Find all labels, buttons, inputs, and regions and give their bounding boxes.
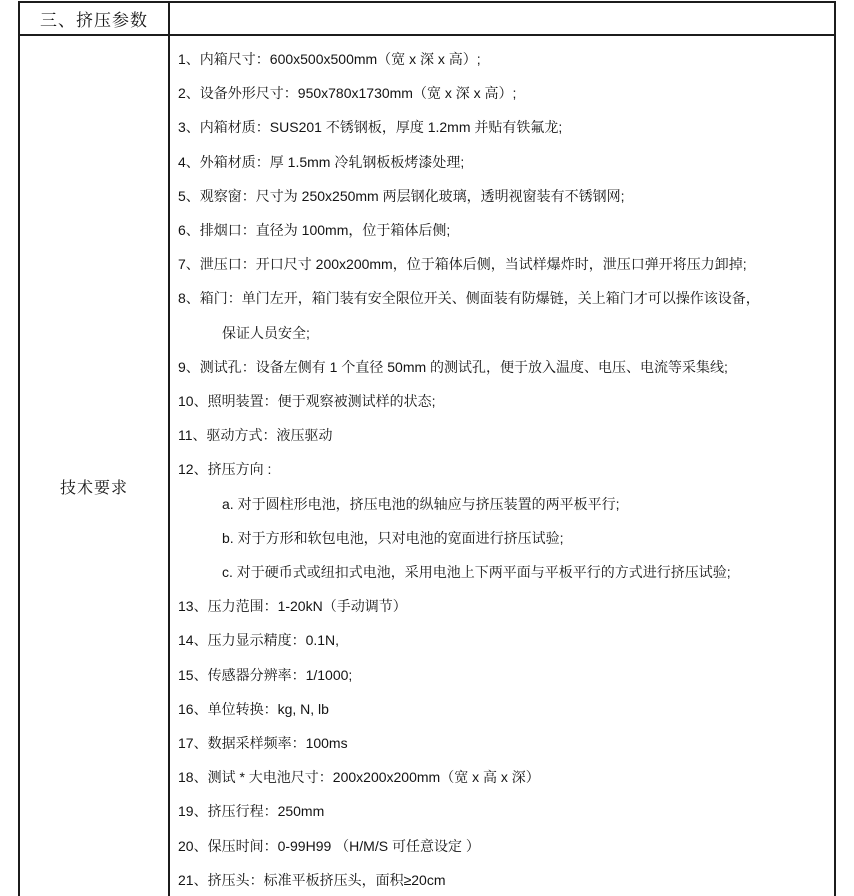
spec-line: 7、泄压口：开口尺寸 200x200mm，位于箱体后侧，当试样爆炸时，泄压口弹开将压力卸掉; <box>178 256 747 273</box>
spec-line: 1、内箱尺寸：600x500x500mm（宽 x 深 x 高）; <box>178 51 481 67</box>
spec-line: 5、观察窗：尺寸为 250x250mm 两层钢化玻璃，透明视窗装有不锈钢网; <box>178 187 625 204</box>
spec-line: 16、单位转换：kg, N, lb <box>178 700 329 717</box>
spec-line: 13、压力范围：1-20kN（手动调节） <box>178 598 407 615</box>
spec-line: 20、保压时间：0-99H99 （H/M/S 可任意设定 ） <box>178 837 480 854</box>
spec-line: 10、照明装置：便于观察被测试样的状态; <box>178 393 436 410</box>
header-empty-cell <box>170 3 834 34</box>
spec-line: 8、箱门：单门左开，箱门装有安全限位开关、侧面装有防爆链，关上箱门才可以操作该设备， <box>178 290 760 307</box>
spec-line: 14、压力显示精度：0.1N, <box>178 632 340 649</box>
spec-line: 15、传感器分辨率：1/1000; <box>178 666 353 683</box>
spec-list <box>170 36 834 896</box>
spec-line: a. 对于圆柱形电池，挤压电池的纵轴应与挤压装置的两平板平行; <box>222 495 620 512</box>
spec-line: b. 对于方形和软包电池，只对电池的宽面进行挤压试验; <box>222 529 564 546</box>
spec-line: 9、测试孔：设备左侧有 1 个直径 50mm 的测试孔，便于放入温度、电压、电流等采集线; <box>178 358 728 375</box>
row-label-cell <box>20 36 170 896</box>
spec-line: 3、内箱材质：SUS201 不锈钢板，厚度 1.2mm 并贴有铁氟龙; <box>178 119 563 136</box>
table-header-row <box>20 3 834 36</box>
spec-table <box>18 1 836 896</box>
spec-line: 21、挤压头：标准平板挤压头，面积≥20cm <box>178 871 446 888</box>
spec-line: 2、设备外形尺寸：950x780x1730mm（宽 x 深 x 高）; <box>178 85 517 102</box>
section-header-cell <box>20 3 170 34</box>
spec-line: 18、测试 * 大电池尺寸：200x200x200mm（宽 x 高 x 深） <box>178 769 540 786</box>
spec-line: 保证人员安全; <box>222 324 310 341</box>
section-header: 三、挤压参数 <box>40 11 148 30</box>
spec-line: 4、外箱材质：厚 1.5mm 冷轧钢板板烤漆处理; <box>178 153 465 170</box>
spec-line: 11、驱动方式：液压驱动 <box>178 427 333 444</box>
spec-line: 12、挤压方向 : <box>178 461 272 478</box>
spec-line: 6、排烟口：直径为 100mm，位于箱体后侧; <box>178 222 451 239</box>
spec-line: 19、挤压行程：250mm <box>178 803 325 820</box>
spec-line: 17、数据采样频率：100ms <box>178 735 348 752</box>
spec-line: c. 对于硬币式或纽扣式电池，采用电池上下两平面与平板平行的方式进行挤压试验; <box>222 564 731 581</box>
table-body-row <box>20 36 834 896</box>
row-label: 技术要求 <box>59 480 128 497</box>
